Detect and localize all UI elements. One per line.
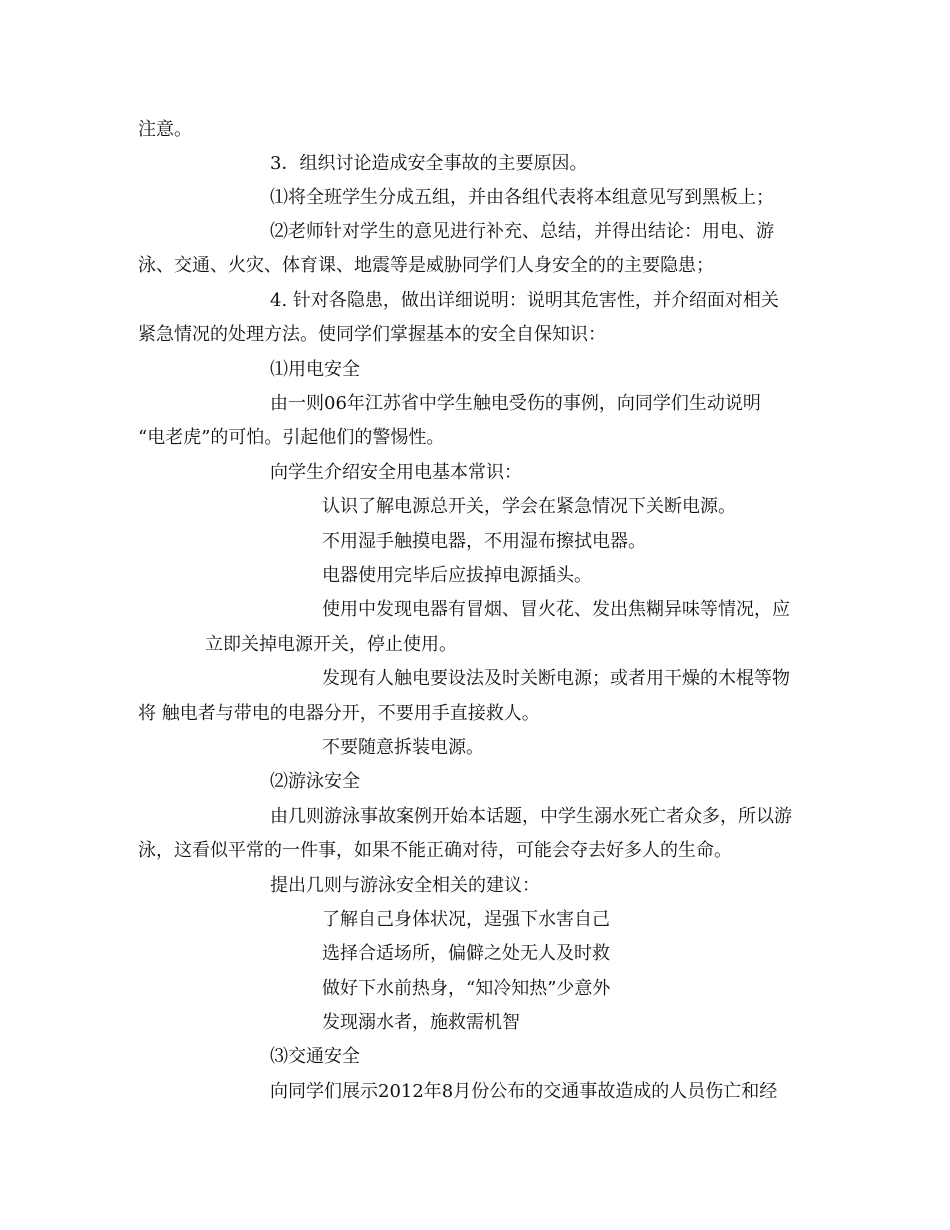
list-item: 做好下水前热身，“知冷知热”少意外 — [322, 978, 611, 999]
list-item: 不要随意拆装电源。 — [322, 737, 484, 758]
list-item: 不用湿手触摸电器，不用湿布擦拭电器。 — [322, 531, 646, 552]
text-line: ⑴将全班学生分成五组，并由各组代表将本组意见写到黑板上； — [270, 187, 774, 208]
text-line: 泳、交通、火灾、体育课、地震等是威胁同学们人身安全的的主要隐患； — [138, 255, 714, 276]
list-item: 选择合适场所，偏僻之处无人及时救 — [322, 943, 610, 964]
section-heading: ⑵游泳安全 — [270, 771, 360, 792]
text-line: 向学生介绍安全用电基本常识： — [270, 462, 522, 483]
list-item: 发现溺水者，施救需机智 — [322, 1012, 520, 1033]
list-item-continuation: 立即关掉电源开关，停止使用。 — [205, 634, 457, 655]
text-line: 3．组织讨论造成安全事故的主要原因。 — [270, 153, 588, 174]
list-item-continuation: 将 触电者与带电的电器分开，不要用手直接救人。 — [138, 703, 540, 724]
text-line: 向同学们展示2012年8月份公布的交通事故造成的人员伤亡和经 — [270, 1081, 778, 1102]
text-line: 由几则游泳事故案例开始本话题，中学生溺水死亡者众多，所以游 — [270, 806, 792, 827]
list-item: 发现有人触电要设法及时关断电源；或者用干燥的木棍等物 — [322, 668, 790, 689]
section-heading: ⑶交通安全 — [270, 1046, 360, 1067]
list-item: 认识了解电源总开关，学会在紧急情况下关断电源。 — [322, 496, 736, 517]
text-line: 4. 针对各隐患，做出详细说明：说明其危害性，并介绍面对相关 — [270, 290, 779, 311]
text-line: 注意。 — [138, 119, 192, 140]
text-line: 由一则06年江苏省中学生触电受伤的事例，向同学们生动说明 — [270, 393, 761, 414]
text-line: 紧急情况的处理方法。使同学们掌握基本的安全自保知识： — [138, 324, 606, 345]
list-item: 了解自己身体状况，逞强下水害自己 — [322, 909, 610, 930]
list-item: 电器使用完毕后应拔掉电源插头。 — [322, 565, 592, 586]
text-line: 提出几则与游泳安全相关的建议： — [270, 875, 540, 896]
text-line: “电老虎”的可怕。引起他们的警惕性。 — [138, 427, 445, 448]
list-item: 使用中发现电器有冒烟、冒火花、发出焦糊异味等情况，应 — [322, 599, 790, 620]
text-line: 泳，这看似平常的一件事，如果不能正确对待，可能会夺去好多人的生命。 — [138, 840, 732, 861]
text-line: ⑵老师针对学生的意见进行补充、总结，并得出结论：用电、游 — [270, 221, 774, 242]
section-heading: ⑴用电安全 — [270, 359, 360, 380]
